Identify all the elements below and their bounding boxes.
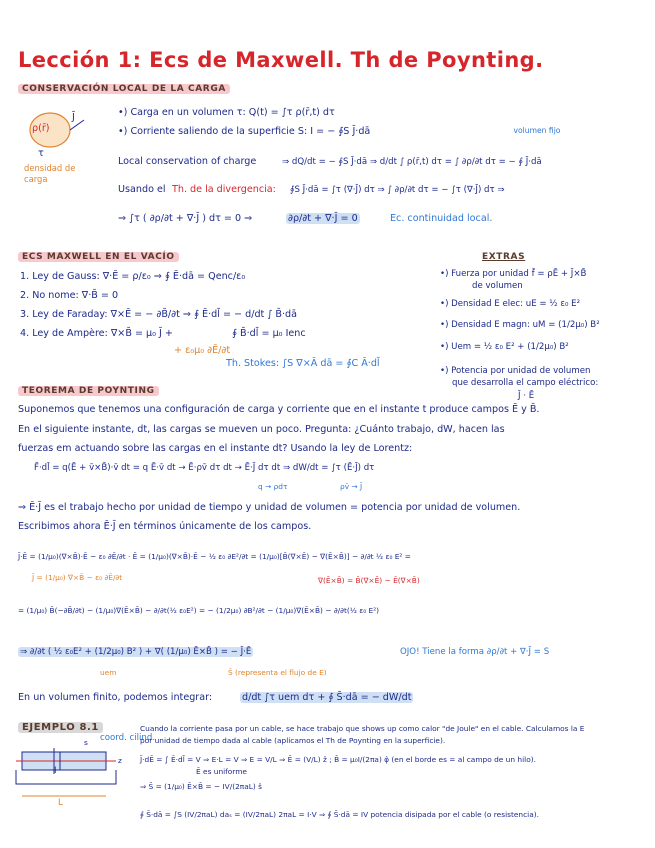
example-text-1: Cuando la corriente pasa por un cable, se hace trabajo que shows up como calor "de Joule" en el cable. Calculamos la E (140, 724, 585, 733)
figure-j-label: J̄ (72, 112, 75, 123)
derivation-vector-identity: ∇(Ē×B̄) = B̄(∇×Ē) − Ē(∇×B̄) (318, 576, 420, 585)
wire-figure (14, 736, 134, 816)
local-conservation-label: Local conservation of charge (118, 156, 257, 167)
figure-tau-label: τ (38, 148, 44, 159)
divergence-equation: ∮S J̄·dā = ∫τ (∇·J̄) dτ ⇒ ∫ ∂ρ/∂t dτ = − ∫τ (∇·J̄) dτ ⇒ (290, 185, 505, 195)
poynting-theorem-local: ⇒ ∂/∂t ( ½ ε₀E² + (1/2μ₀) B² ) + ∇( (1/μ₀) Ē×B̄ ) = − J̄·Ē (20, 647, 252, 657)
extras-header: EXTRAS (482, 252, 526, 262)
stokes-theorem: Th. Stokes: ∫S ∇×Ā dā = ∮C Ā·dl̄ (226, 358, 380, 369)
extras-em-energy-density: •) Uem = ½ ε₀ E² + (1/2μ₀) B² (440, 342, 569, 352)
example-power-result: ∮ S̄·dā = ∫S (IV/2πaL) daₛ = (IV/2πaL) 2πaL = I·V ⇒ ∮ S̄·dā = IV potencia disipada por el cable (o resistencia). (140, 810, 539, 819)
section-header-poynting: TEOREMA DE POYNTING (18, 386, 159, 396)
fixed-volume-note: volumen fijo (513, 126, 561, 135)
wire-s-label: s (84, 738, 88, 747)
poynting-theorem-integral: d/dt ∫τ uem dτ + ∮ S̄·dā = − dW/dt (242, 692, 412, 703)
charge-volume-line: •) Carga en un volumen τ: Q(t) = ∫τ ρ(r̄,t) dτ (118, 107, 335, 118)
fields-only-statement: Escribimos ahora Ē·J̄ en términos únicamente de los campos. (18, 521, 312, 532)
wire-length-label: L (58, 798, 63, 808)
continuity-label: Ec. continuidad local. (390, 213, 493, 224)
extras-magnetic-energy-density: •) Densidad E magn: uM = (1/2μ₀) B² (440, 320, 600, 330)
page-title: Lección 1: Ecs de Maxwell. Th de Poynting. (18, 48, 544, 72)
extras-power-density-expr: J̄ · Ē (518, 391, 535, 401)
extras-electric-energy-density: •) Densidad E elec: uE = ½ ε₀ E² (440, 299, 581, 309)
poynting-paragraph-3: fuerzas em actuando sobre las cargas en el instante dt? Usando la ley de Lorentz: (18, 443, 413, 454)
faraday-law: 3. Ley de Faraday: ∇×Ē = − ∂B̄/∂t ⇒ ∮ Ē·dl̄ = − d/dt ∫ B̄·dā (20, 309, 298, 320)
finite-volume-intro: En un volumen finito, podemos integrar: (18, 692, 213, 703)
wire-z-label: z (118, 756, 122, 765)
derivation-current-sub: J̄ = (1/μ₀) ∇×B̄ − ε₀ ∂Ē/∂t (32, 573, 123, 582)
gauss-law: 1. Ley de Gauss: ∇·Ē = ρ/ε₀ ⇒ ∮ Ē·dā = Qenc/ε₀ (20, 271, 246, 282)
extras-force-density-unit: de volumen (472, 281, 523, 291)
poynting-paragraph-2: En el siguiente instante, dt, las cargas se mueven un poco. Pregunta: ¿Cuánto trabajo, dW, hacen las (18, 424, 505, 435)
extras-force-density: •) Fuerza por unidad f̄ = ρĒ + J̄×B̄ (440, 269, 587, 279)
section-header-maxwell: ECS MAXWELL EN EL VACÍO (18, 252, 179, 262)
divergence-theorem-label: Th. de la divergencia: (172, 184, 276, 195)
extras-power-density: •) Potencia por unidad de volumen (440, 366, 591, 376)
wire-current-label: I (54, 766, 57, 776)
divergence-intro: Usando el (118, 184, 166, 195)
poynting-vector-label: S̄ (representa el flujo de E) (228, 668, 327, 677)
lorentz-substitution-1: q → ρdτ (258, 482, 288, 491)
wire-coordinates-note: coord. cilind. (100, 733, 156, 743)
example-field-derivation: J̄·dĒ = ∫ Ē·dl̄ = V ⇒ E·L = V ⇒ E = V/L ⇒ Ē = (V/L) ẑ ; B̄ = μ₀I/(2πa) φ̂ (en el borde es = al campo de un hilo). (140, 755, 536, 764)
section-header-charge-conservation: CONSERVACIÓN LOCAL DE LA CARGA (18, 84, 230, 94)
derivation-line-1: J̄·Ē = (1/μ₀)(∇×B̄)·Ē − ε₀ ∂Ē/∂t · Ē = (1/μ₀)(∇×B̄)·Ē − ½ ε₀ ∂E²/∂t = (1/μ₀)[B̄(∇×Ē) − ∇(Ē×B̄)] − ∂/∂t ½ ε₀ E² = (18, 552, 411, 561)
example-header: EJEMPLO 8.1 (18, 722, 103, 733)
no-monopole-law: 2. No nome: ∇·B̄ = 0 (20, 290, 119, 301)
extras-power-density-cont: que desarrolla el campo eléctrico: (452, 378, 599, 388)
figure-density-label: densidad de carga (24, 163, 76, 184)
uem-label: uem (100, 668, 117, 677)
ampere-integral: ∮ B̄·dl̄ = μ₀ Ienc (232, 328, 306, 339)
example-uniform-note: Ē es uniforme (196, 767, 247, 776)
poynting-paragraph-1: Suponemos que tenemos una configuración de carga y corriente que en el instante t produce campos Ē y B̄. (18, 404, 540, 415)
current-surface-line: •) Corriente saliendo de la superficie S: I = − ∮S J̄·dā (118, 126, 371, 137)
continuity-derivation: ⇒ ∫τ ( ∂ρ/∂t + ∇·J̄ ) dτ = 0 ⇒ (118, 213, 253, 224)
lorentz-work-equation: F̄·dl̄ = q(Ē + v̄×B̄)·v̄ dt = q Ē·v̄ dt → Ē·ρv̄ dτ dt → Ē·J̄ dτ dt ⇒ dW/dt = ∫τ (Ē·J̄) dτ (34, 463, 375, 473)
local-conservation-equation: ⇒ dQ/dt = − ∮S J̄·dā ⇒ d/dt ∫ ρ(r̄,t) dτ = ∫ ∂ρ/∂t dτ = − ∮ J̄·dā (282, 157, 542, 167)
continuity-form-note: OJO! Tiene la forma ∂ρ/∂t + ∇·J̄ = S (400, 647, 550, 657)
ampere-law: 4. Ley de Ampère: ∇×B̄ = μ₀ J̄ + (20, 328, 173, 339)
ampere-correction-term: + ε₀μ₀ ∂Ē/∂t (174, 345, 231, 356)
lorentz-substitution-2: ρv̄ → J̄ (340, 482, 363, 491)
figure-rho-label: ρ(r̄) (32, 123, 50, 134)
example-text-2: por unidad de tiempo dada al cable (aplicamos el Th de Poynting en la superficie). (140, 736, 446, 745)
derivation-line-2: = (1/μ₀) B̄(−∂B̄/∂t) − (1/μ₀)∇(Ē×B̄) − ∂/∂t(½ ε₀E²) = − (1/2μ₀) ∂B²/∂t − (1/μ₀)∇(Ē×B̄) − ∂/∂t(½ ε₀ E²) (18, 606, 380, 615)
continuity-equation: ∂ρ/∂t + ∇·J̄ = 0 (288, 213, 358, 224)
power-density-statement: ⇒ Ē·J̄ es el trabajo hecho por unidad de tiempo y unidad de volumen = potencia por unidad de volumen. (18, 502, 521, 513)
example-poynting-vector: ⇒ S̄ = (1/μ₀) Ē×B̄ = − IV/(2πaL) ŝ (140, 782, 262, 791)
